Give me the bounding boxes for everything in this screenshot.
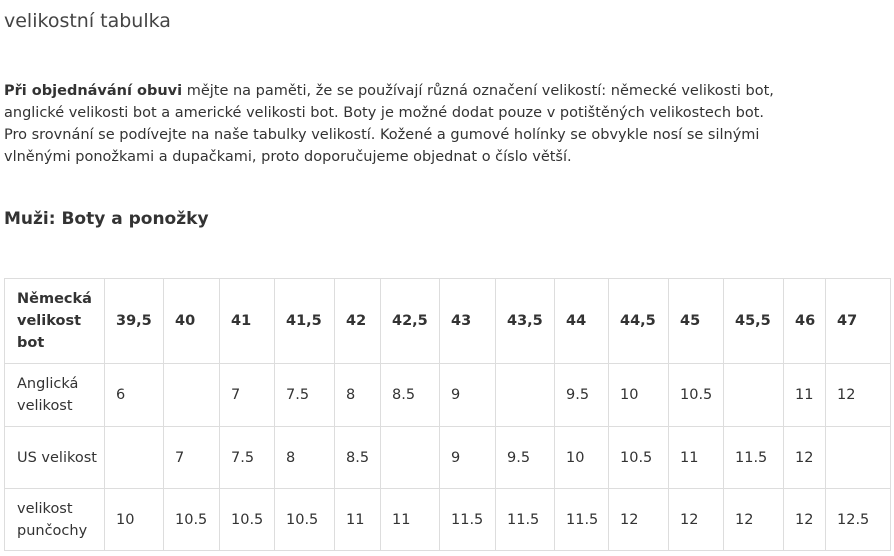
table-cell: 12 xyxy=(724,489,784,551)
table-cell: 7.5 xyxy=(220,427,275,489)
table-cell: 8.5 xyxy=(381,364,440,427)
table-cell: 8.5 xyxy=(335,427,381,489)
table-cell: 40 xyxy=(164,279,220,364)
page-title: velikostní tabulka xyxy=(4,10,171,32)
table-cell: 10.5 xyxy=(275,489,335,551)
table-cell: 11.5 xyxy=(440,489,496,551)
table-cell: 41,5 xyxy=(275,279,335,364)
table-cell: 10.5 xyxy=(164,489,220,551)
intro-bold-text: Při objednávání obuvi xyxy=(4,83,183,99)
table-cell: 6 xyxy=(105,364,164,427)
table-cell: 45 xyxy=(669,279,724,364)
table-cell: 10.5 xyxy=(609,427,669,489)
table-cell: 11 xyxy=(381,489,440,551)
table-cell: 12 xyxy=(784,489,826,551)
table-cell: 44 xyxy=(555,279,609,364)
table-cell: 10 xyxy=(555,427,609,489)
table-cell: 11.5 xyxy=(724,427,784,489)
table-cell: 10 xyxy=(609,364,669,427)
table-cell: 8 xyxy=(335,364,381,427)
row-header: velikost punčochy xyxy=(5,489,105,551)
table-cell: 44,5 xyxy=(609,279,669,364)
row-header: Anglická velikost xyxy=(5,364,105,427)
table-cell: 11 xyxy=(335,489,381,551)
table-cell: 12 xyxy=(826,364,891,427)
intro-text: mějte na paměti, že se používají různá označení velikostí: německé velikosti bot, anglické velikosti bot a americké velikosti bot. Boty je možné dodat pouze v potištěných velikostech bot. Pro srovnání se podívejte na naše tabulky velikostí. Kožené a gumové holínky se obvykle nosí se silnými vlněnými ponožkami a dupačkami, proto doporučujeme objednat o číslo větší. xyxy=(4,83,774,165)
table-cell xyxy=(105,427,164,489)
table-cell: 42 xyxy=(335,279,381,364)
table-cell: 8 xyxy=(275,427,335,489)
table-row xyxy=(5,279,891,364)
row-header: Německá velikost bot xyxy=(5,279,105,364)
table-cell xyxy=(724,364,784,427)
table-cell: 9.5 xyxy=(555,364,609,427)
table-cell: 7.5 xyxy=(275,364,335,427)
table-cell: 11.5 xyxy=(555,489,609,551)
table-cell xyxy=(826,427,891,489)
table-row xyxy=(5,489,891,551)
table-cell: 43,5 xyxy=(496,279,555,364)
table-cell: 43 xyxy=(440,279,496,364)
table-cell: 11 xyxy=(669,427,724,489)
table-cell: 39,5 xyxy=(105,279,164,364)
section-title: Muži: Boty a ponožky xyxy=(4,209,209,229)
table-cell: 12 xyxy=(669,489,724,551)
row-header: US velikost xyxy=(5,427,105,489)
table-cell: 9.5 xyxy=(496,427,555,489)
table-cell: 41 xyxy=(220,279,275,364)
table-cell: 9 xyxy=(440,427,496,489)
table-cell: 12.5 xyxy=(826,489,891,551)
table-cell: 10.5 xyxy=(220,489,275,551)
table-row xyxy=(5,364,891,427)
table-cell xyxy=(164,364,220,427)
table-cell: 11.5 xyxy=(496,489,555,551)
table-cell: 12 xyxy=(784,427,826,489)
table-cell: 7 xyxy=(164,427,220,489)
table-row xyxy=(5,427,891,489)
table-cell xyxy=(381,427,440,489)
table-cell xyxy=(496,364,555,427)
table-cell: 47 xyxy=(826,279,891,364)
size-table xyxy=(4,278,891,551)
table-cell: 42,5 xyxy=(381,279,440,364)
table-cell: 7 xyxy=(220,364,275,427)
table-cell: 10 xyxy=(105,489,164,551)
intro-paragraph xyxy=(4,80,774,168)
table-cell: 12 xyxy=(609,489,669,551)
table-cell: 10.5 xyxy=(669,364,724,427)
table-cell: 9 xyxy=(440,364,496,427)
table-cell: 45,5 xyxy=(724,279,784,364)
table-cell: 11 xyxy=(784,364,826,427)
table-cell: 46 xyxy=(784,279,826,364)
